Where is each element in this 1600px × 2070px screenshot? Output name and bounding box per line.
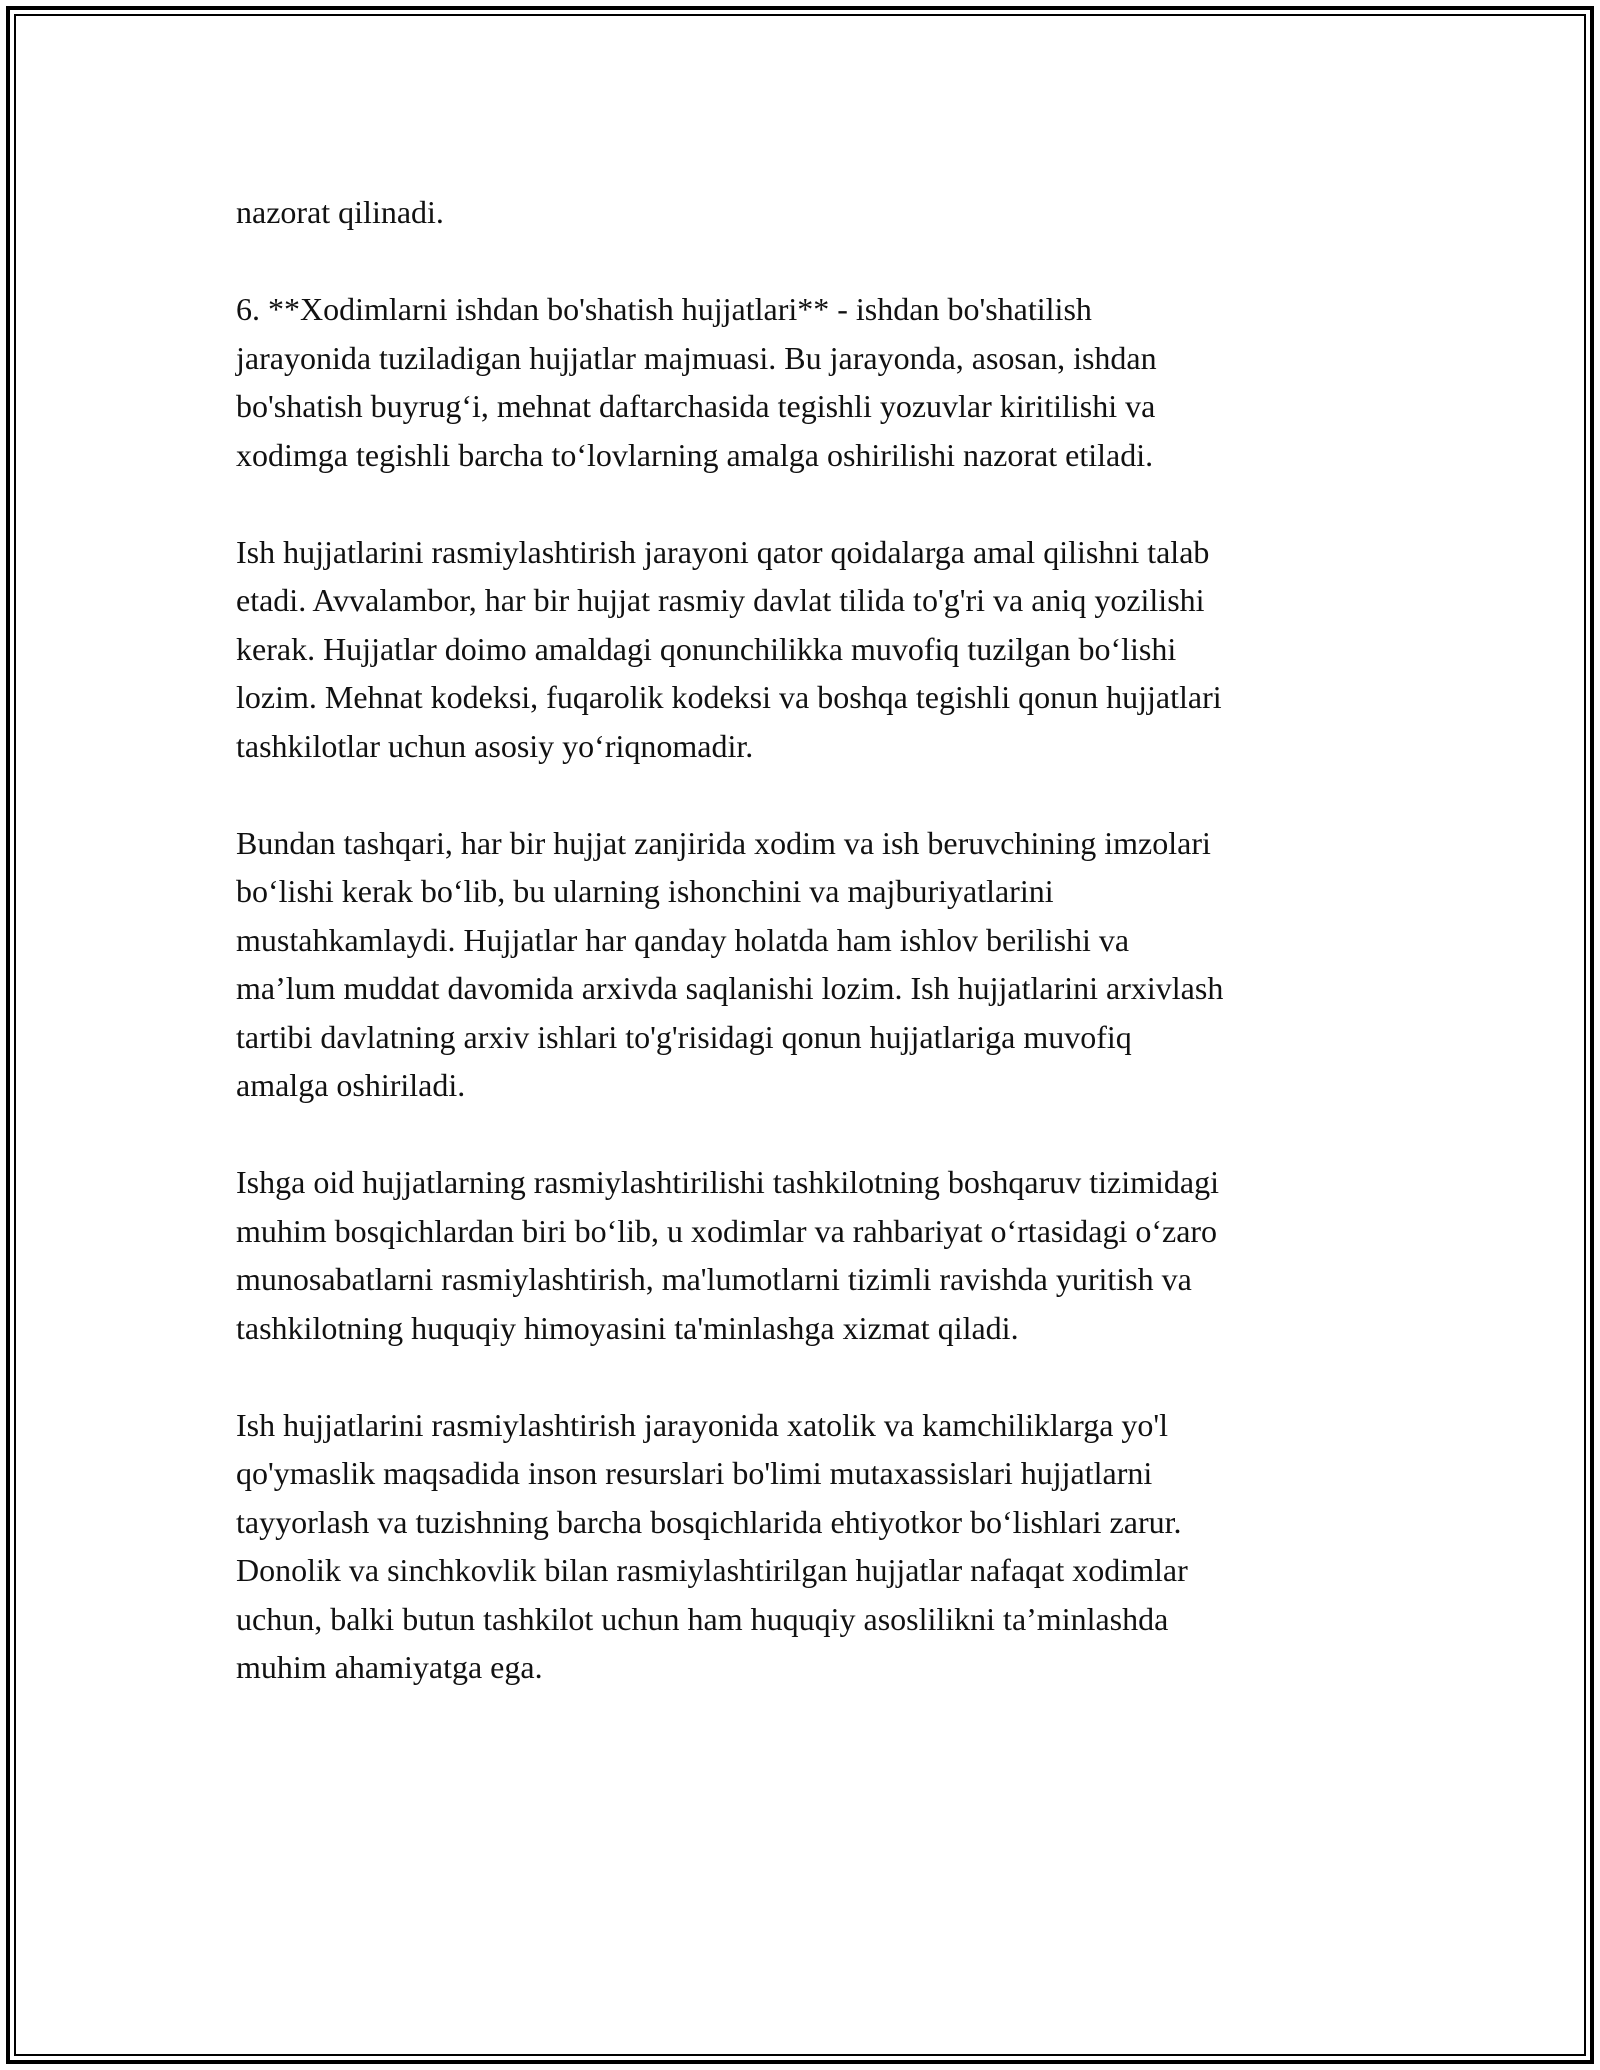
paragraph-hr-conclusion: Ish hujjatlarini rasmiylashtirish jarayonida xatolik va kamchiliklarga yo'l qo'ymaslik maqsadida inson resurslari bo'limi mutaxassislari hujjatlarni tayyorlash va tuzishning barcha bosqichlarida ehtiyotkor bo‘lishlari zarur. Donolik va sinchkovlik bilan rasmiylashtirilgan hujjatlar nafaqat xodimlar uchun, balki butun tashkilot uchun ham huquqiy asoslilikni ta’minlashda muhim ahamiyatga ega. (236, 1406, 1188, 1685)
paragraph-management-system: Ishga oid hujjatlarning rasmiylashtirilishi tashkilotning boshqaruv tizimidagi muhim bosqichlardan biri bo‘lib, u xodimlar va rahbariyat o‘rtasidagi o‘zaro munosabatlarni rasmiylashtirish, ma'lumotlarni tizimli ravishda yuritish va tashkilotning huquqiy himoyasini ta'minlashga xizmat qiladi. (236, 1164, 1219, 1346)
paragraph-continuation: nazorat qilinadi. (236, 194, 444, 230)
document-body (236, 188, 1396, 1740)
paragraph-signatures-archiving: Bundan tashqari, har bir hujjat zanjirida xodim va ish beruvchining imzolari bo‘lishi kerak bo‘lib, bu ularning ishonchini va majburiyatlarini mustahkamlaydi. Hujjatlar har qanday holatda ham ishlov berilishi va ma’lum muddat davomida arxivda saqlanishi lozim. Ish hujjatlarini arxivlash tartibi davlatning arxiv ishlari to'g'risidagi qonun hujjatlariga muvofiq amalga oshiriladi. (236, 824, 1224, 1103)
paragraph-dismissal-documents: 6. **Xodimlarni ishdan bo'shatish hujjatlari** - ishdan bo'shatilish jarayonida tuziladigan hujjatlar majmuasi. Bu jarayonda, asosan, ishdan bo'shatish buyrug‘i, mehnat daftarchasida tegishli yozuvlar kiritilishi va xodimga tegishli barcha to‘lovlarning amalga oshirilishi nazorat etiladi. (236, 291, 1157, 473)
paragraph-documentation-rules: Ish hujjatlarini rasmiylashtirish jarayoni qator qoidalarga amal qilishni talab etadi. Avvalambor, har bir hujjat rasmiy davlat tilida to'g'ri va aniq yozilishi kerak. Hujjatlar doimo amaldagi qonunchilikka muvofiq tuzilgan bo‘lishi lozim. Mehnat kodeksi, fuqarolik kodeksi va boshqa tegishli qonun hujjatlari tashkilotlar uchun asosiy yo‘riqnomadir. (236, 533, 1222, 764)
